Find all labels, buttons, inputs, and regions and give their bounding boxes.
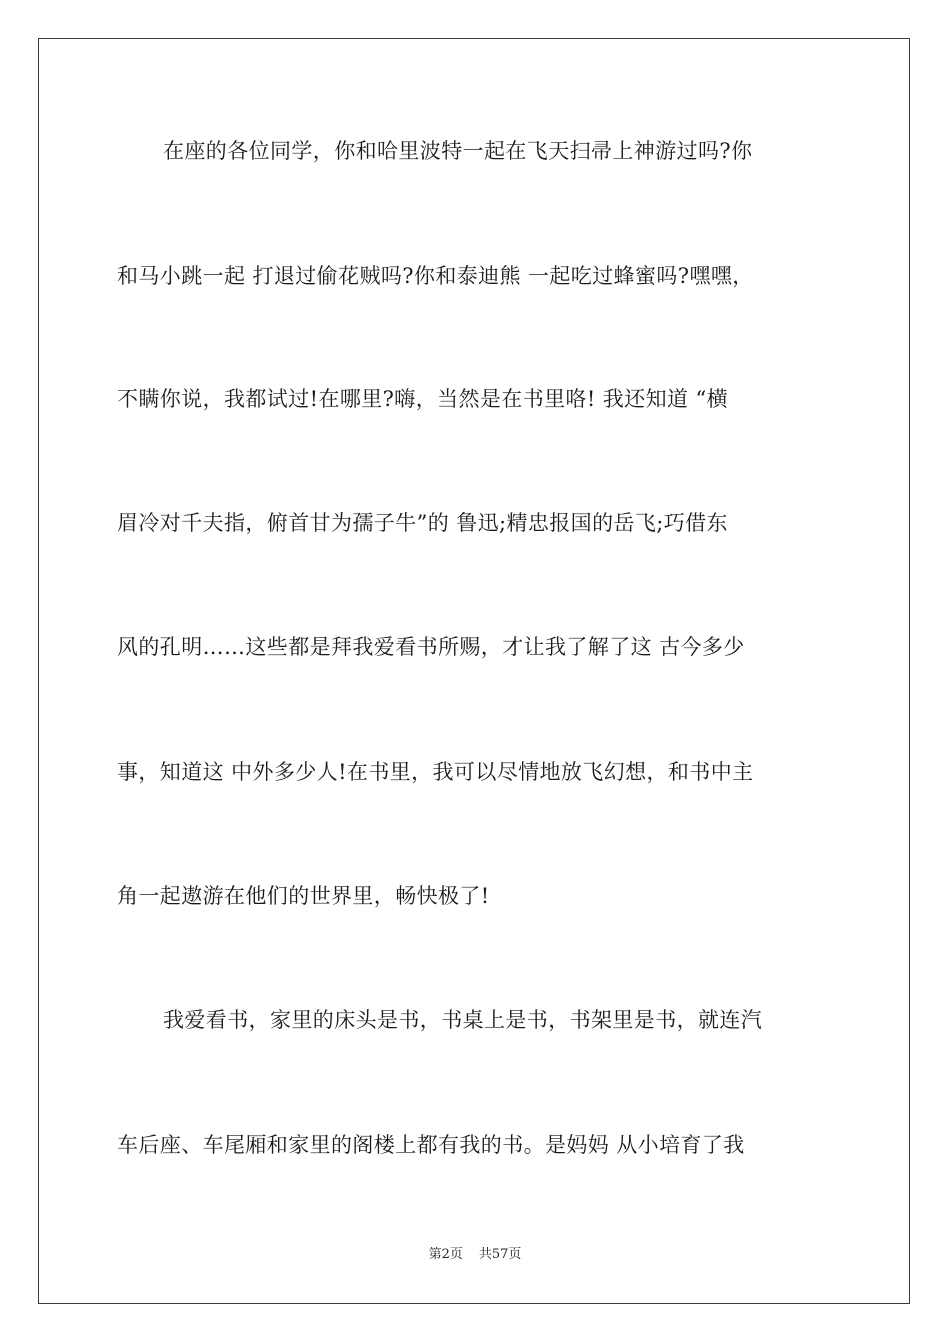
text-line-8: 我爱看书，家里的床头是书，书桌上是书，书架里是书，就连汽 xyxy=(163,1008,763,1032)
text-line-4: 眉冷对千夫指，俯首甘为孺子牛”的 鲁迅;精忠报国的岳飞;巧借东 xyxy=(117,511,728,535)
text-line-7: 角一起遨游在他们的世界里，畅快极了! xyxy=(117,884,490,908)
text-line-3: 不瞒你说，我都试过!在哪里?嗨，当然是在书里咯! 我还知道 “横 xyxy=(117,387,729,411)
page-footer xyxy=(0,1246,950,1264)
page-border xyxy=(38,38,910,1304)
text-line-1: 在座的各位同学，你和哈里波特一起在飞天扫帚上神游过吗?你 xyxy=(163,139,753,163)
page-number: 第2页 xyxy=(428,1247,463,1262)
text-line-6: 事，知道这 中外多少人!在书里，我可以尽情地放飞幻想，和书中主 xyxy=(117,760,754,784)
text-line-5: 风的孔明……这些都是拜我爱看书所赐，才让我了解了这 古今多少 xyxy=(117,635,745,659)
page-total: 共57页 xyxy=(478,1247,522,1262)
text-line-2: 和马小跳一起 打退过偷花贼吗?你和泰迪熊 一起吃过蜂蜜吗?嘿嘿， xyxy=(117,264,754,288)
text-line-9: 车后座、车尾厢和家里的阁楼上都有我的书。是妈妈 从小培育了我 xyxy=(117,1133,745,1157)
